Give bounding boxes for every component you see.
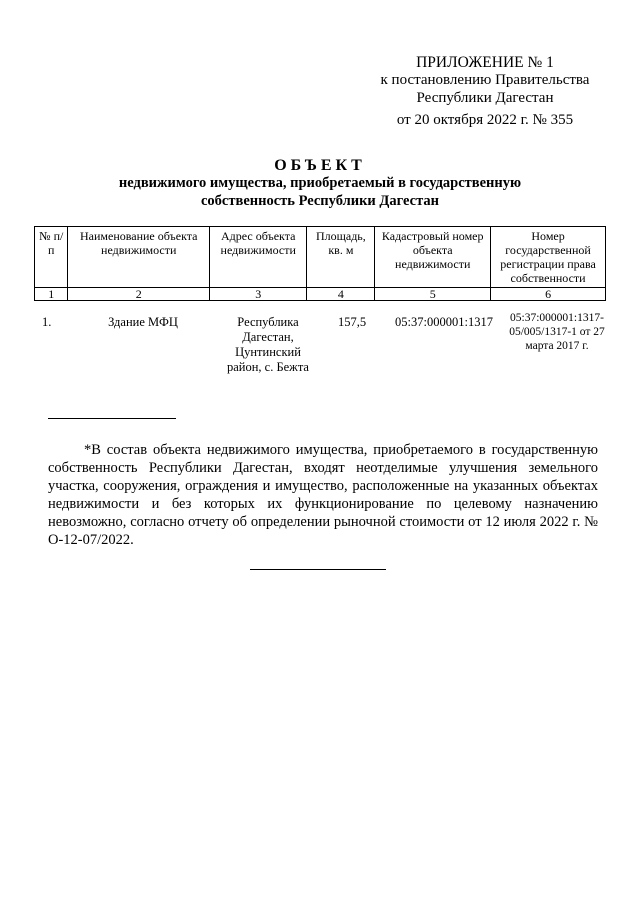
footnote: [48, 441, 598, 549]
footnote-text: *В состав объекта недвижимого имущества, приобретаемого в государственную собственность Республики Дагестан, входят неотделимые улучшения земельного участка, сооружения, ограждения и имущество, расположенные на указанных объектах недвижимости и без которых их функционирование по целевому назначению невозможно, согласно отчету об определении рыночной стоимости от 12 июля 2022 г. № О-12-07/2022.: [48, 442, 598, 548]
row-name: Здание МФЦ: [108, 315, 178, 329]
header-num: № п/п: [35, 227, 68, 288]
table-header-row: [35, 227, 606, 288]
closing-divider: [250, 569, 386, 570]
title-subtitle-line1: недвижимого имущества, приобретаемый в государственную: [118, 175, 522, 191]
footnote-divider: [48, 418, 176, 419]
appendix-reference: к постановлению Правительства: [380, 72, 590, 88]
appendix-authority: Республики Дагестан: [416, 90, 554, 106]
table-column-numbers-row: [35, 288, 606, 301]
header-address: Адрес объекта недвижимости: [210, 227, 307, 288]
row-cadastral: 05:37:000001:1317: [395, 315, 493, 329]
header-cadastral: Кадастровый номер объекта недвижимости: [375, 227, 491, 288]
header-registration: Номер государственной регистрации права собственности: [491, 227, 606, 288]
row-registration: 05:37:000001:1317-05/005/1317-1 от 27 марта 2017 г.: [509, 312, 605, 352]
header-area: Площадь, кв. м: [307, 227, 375, 288]
column-number: 1: [35, 288, 68, 301]
row-address: Республика Дагестан, Цунтинский район, с. Бежта: [226, 315, 309, 374]
title-main: ОБЪЕКТ: [274, 157, 366, 174]
column-number: 4: [307, 288, 375, 301]
title-subtitle-line2: собственность Республики Дагестан: [201, 193, 439, 209]
appendix-date: от 20 октября 2022 г. № 355: [396, 112, 574, 128]
row-area: 157,5: [337, 315, 367, 329]
property-table: [34, 226, 606, 301]
column-number: 6: [491, 288, 606, 301]
column-number: 5: [375, 288, 491, 301]
appendix-number: ПРИЛОЖЕНИЕ № 1: [416, 54, 554, 71]
column-number: 2: [68, 288, 210, 301]
column-number: 3: [210, 288, 307, 301]
header-name: Наименование объекта недвижимости: [68, 227, 210, 288]
row-num: 1.: [42, 315, 52, 329]
